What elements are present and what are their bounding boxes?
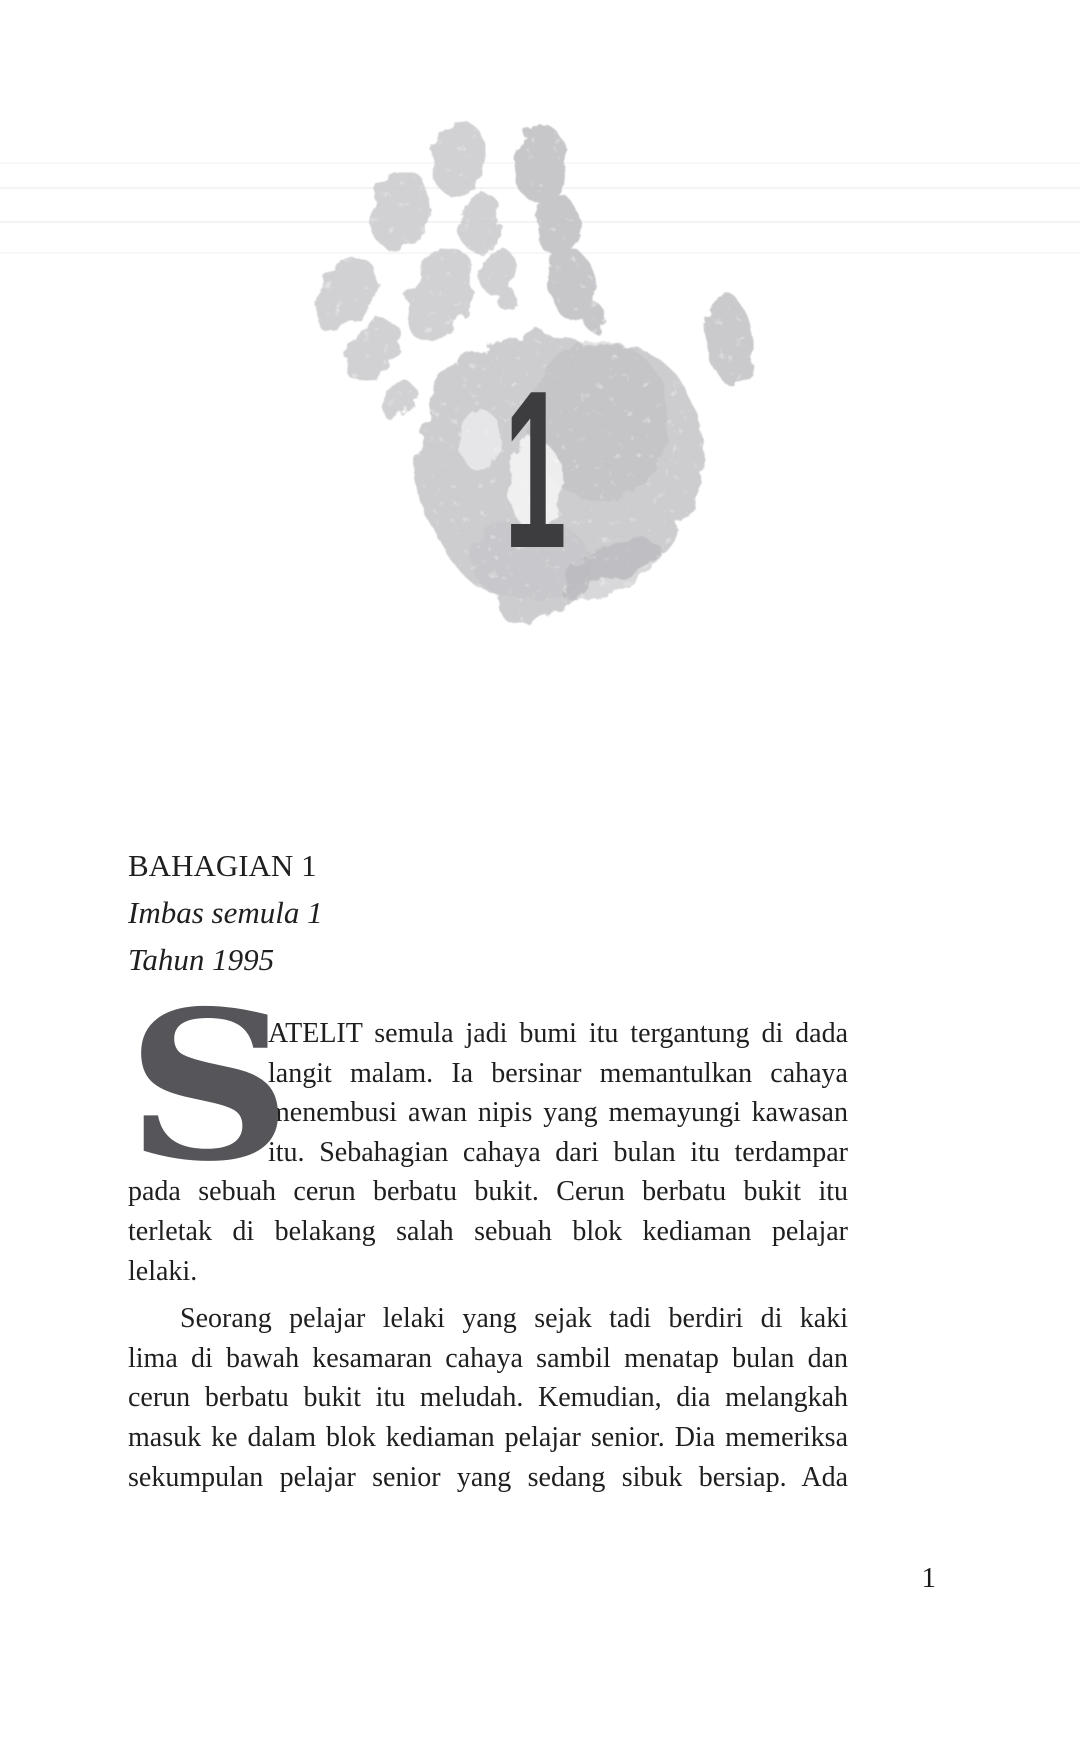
text-line: lima di bawah kesamaran cahaya sambil menatap bulan dan [128,1342,848,1374]
body-text [126,967,848,1497]
text-line: masuk ke dalam blok kediaman pelajar senior. Dia memeriksa [128,1421,848,1453]
paragraph-1-dropcap-lines [268,1014,848,1172]
drop-cap: S [126,967,292,1207]
part-label: BAHAGIAN 1 [128,848,317,883]
text-line: menembusi awan nipis yang memayungi kawasan [268,1097,848,1129]
text-line: sekumpulan pelajar senior yang sedang sibuk bersiap. Ada [128,1461,848,1493]
text-line: itu. Sebahagian cahaya dari bulan itu terdampar [268,1136,848,1168]
text-line: cerun berbatu bukit itu meludah. Kemudian, dia melangkah [128,1382,848,1414]
text-line: pada sebuah cerun berbatu bukit. Cerun berbatu bukit itu [128,1176,848,1208]
chapter-heading [128,842,323,983]
text-line: terletak di belakang salah sebuah blok kediaman pelajar [128,1215,848,1247]
page-number: 1 [921,1562,936,1594]
text-line: langit malam. Ia bersinar memantulkan cahaya [268,1057,848,1089]
text-line: ATELIT semula jadi bumi itu tergantung di dada [268,1018,848,1049]
paragraph-2 [128,1299,848,1497]
chapter-number: 1 [504,343,567,595]
text-line: lelaki. [128,1255,198,1287]
part-subtitle: Imbas semula 1 [128,895,323,930]
text-line: Seorang pelajar lelaki yang sejak tadi berdiri di kaki [180,1303,848,1335]
part-year: Tahun 1995 [128,942,275,977]
